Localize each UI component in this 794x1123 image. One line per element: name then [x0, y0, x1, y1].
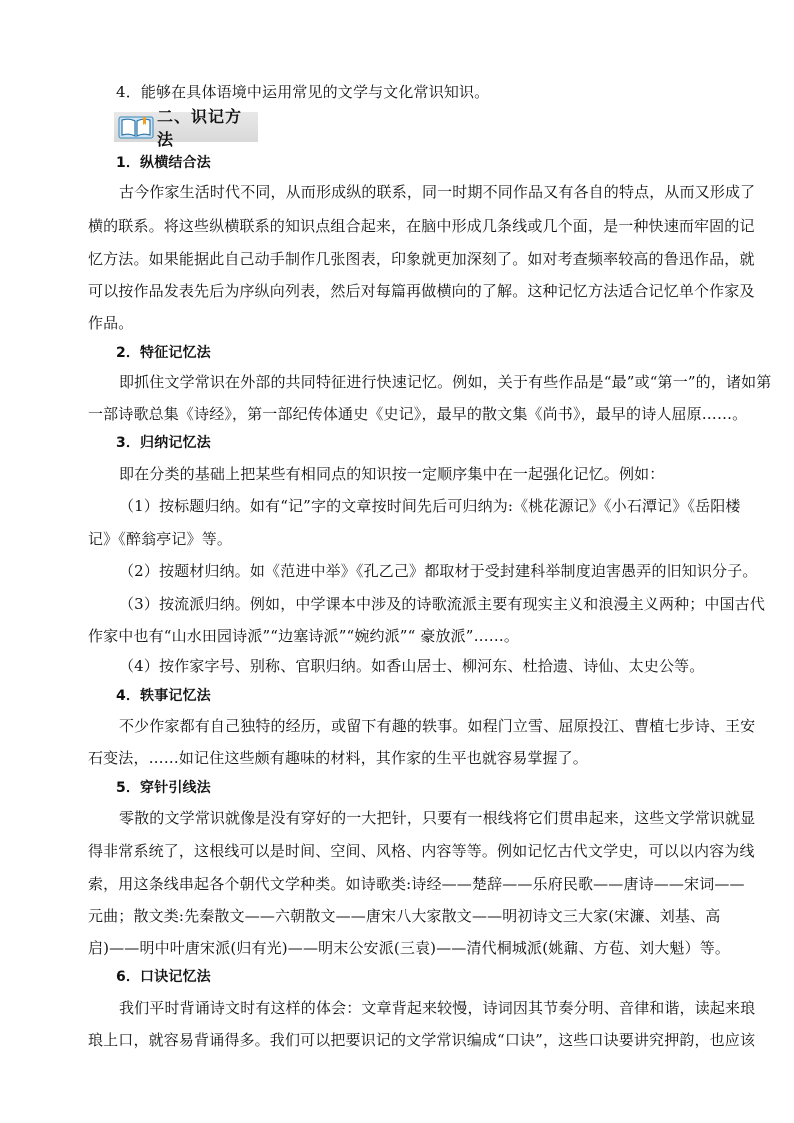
method-5-heading: 5．穿针引线法 [116, 780, 211, 796]
section-2-banner [114, 107, 258, 149]
method-4-line: 不少作家都有自己独特的经历，或留下有趣的轶事。如程门立雪、屈原投江、曹植七步诗、王安 [119, 717, 756, 735]
method-1-heading: 1．纵横结合法 [116, 155, 211, 171]
method-2-heading: 2．特征记忆法 [116, 345, 211, 361]
method-1-line: 古今作家生活时代不同，从而形成纵的联系，同一时期不同作品又有各自的特点，从而又形成了 [119, 183, 756, 201]
method-3-line: （3）按流派归纳。例如，中学课本中涉及的诗歌流派主要有现实主义和浪漫主义两种；中国古代 [119, 595, 765, 613]
method-5-line: 得非常系统了，这根线可以是时间、空间、风格、内容等等。例如记忆古代文学史，可以以内容为线 [88, 842, 755, 860]
method-6-heading: 6．口诀记忆法 [116, 969, 211, 985]
method-6-line: 琅上口，就容易背诵得多。我们可以把要识记的文学常识编成“口诀”，这些口诀要讲究押韵，也应该 [88, 1031, 756, 1049]
method-3-heading: 3．归纳记忆法 [116, 435, 211, 451]
method-3-line: （2）按题材归纳。如《范进中举》《孔乙己》都取材于受封建科举制度迫害愚弄的旧知识分子。 [119, 562, 758, 580]
method-4-heading: 4．轶事记忆法 [116, 688, 211, 704]
method-3-line: （1）按标题归纳。如有“记”字的文章按时间先后可归纳为:《桃花源记》《小石潭记》《岳阳楼 [119, 497, 741, 515]
method-5-line: 索，用这条线串起各个朝代文学种类。如诗歌类:诗经——楚辞——乐府民歌——唐诗——宋词—— [88, 875, 745, 893]
section-2-title: 二、识记方法 [157, 107, 243, 149]
method-6-line: 我们平时背诵诗文时有这样的体会：文章背起来较慢，诗词因其节奏分明、音律和谐，读起来琅 [119, 999, 756, 1017]
method-4-line: 石变法，……如记住这些颇有趣味的材料，其作家的生平也就容易掌握了。 [88, 749, 588, 767]
method-5-line: 元曲；散文类:先秦散文——六朝散文——唐宋八大家散文——明初诗文三大家(宋濂、刘基、高 [88, 907, 721, 925]
method-5-line: 启)——明中叶唐宋派(归有光)——明末公安派(三袁)——清代桐城派(姚鼐、方苞、刘大魁）等。 [88, 939, 731, 957]
method-1-line: 横的联系。将这些纵横联系的知识点组合起来，在脑中形成几条线或几个面，是一种快速而牢固的记 [88, 217, 755, 235]
item-4-text: 4．能够在具体语境中运用常见的文学与文化常识知识。 [116, 83, 490, 101]
method-1-line: 可以按作品发表先后为序纵向列表，然后对每篇再做横向的了解。这种记忆方法适合记忆单个作家及 [88, 282, 755, 300]
method-3-line: 作家中也有“山水田园诗派”“边塞诗派”“婉约派”“ 豪放派”……。 [88, 627, 520, 645]
method-5-line: 零散的文学常识就像是没有穿好的一大把针，只要有一根线将它们贯串起来，这些文学常识就显 [119, 809, 756, 827]
method-3-line: 记》《醉翁亭记》等。 [88, 530, 233, 548]
method-3-line: （4）按作家字号、别称、官职归纳。如香山居士、柳河东、杜拾遗、诗仙、太史公等。 [119, 657, 705, 675]
open-book-icon [117, 114, 155, 140]
method-2-line: 即抓住文学常识在外部的共同特征进行快速记忆。例如，关于有些作品是“最”或“第一”的，诸如第 [119, 373, 772, 391]
method-1-line: 忆方法。如果能据此自己动手制作几张图表，印象就更加深刻了。如对考查频率较高的鲁迅作品，就 [88, 250, 755, 268]
method-3-line: 即在分类的基础上把某些有相同点的知识按一定顺序集中在一起强化记忆。例如： [119, 465, 665, 483]
method-1-line: 作品。 [88, 314, 134, 332]
method-2-line: 一部诗歌总集《诗经》，第一部纪传体通史《史记》，最早的散文集《尚书》，最早的诗人屈原……。 [88, 405, 748, 423]
